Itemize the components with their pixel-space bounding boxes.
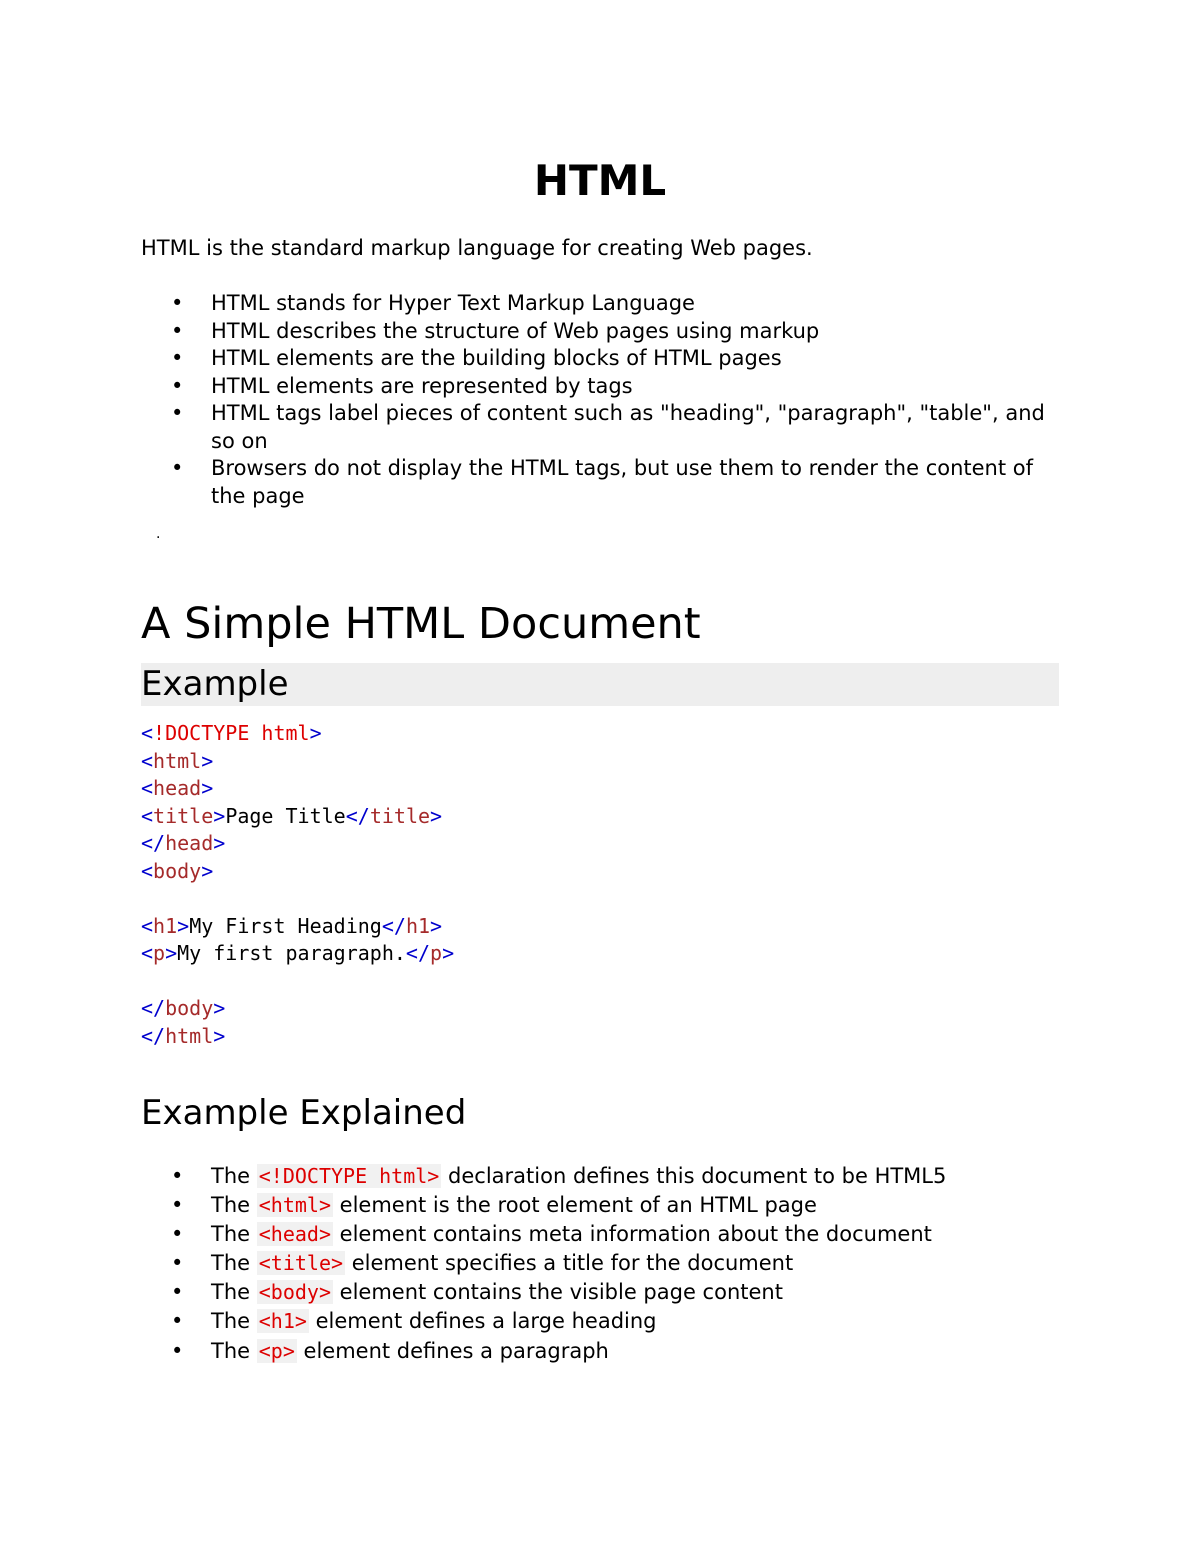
explained-text: element defines a large heading — [308, 1309, 657, 1334]
code-line — [141, 940, 454, 968]
code-token: < — [141, 776, 154, 800]
list-item — [141, 1191, 1071, 1220]
explained-prefix: The — [211, 1251, 257, 1276]
intro-bullet-list — [141, 290, 1071, 510]
explained-prefix: The — [211, 1280, 257, 1305]
code-token: title — [369, 803, 431, 828]
code-example-block — [141, 720, 454, 1050]
code-token: > — [442, 941, 455, 965]
code-token: < — [141, 858, 154, 883]
code-token: > — [309, 721, 322, 745]
inline-code: <body> — [258, 1280, 331, 1305]
code-token: html — [249, 721, 310, 745]
code-token: My first paragraph. — [177, 941, 406, 965]
code-token: < — [141, 748, 154, 773]
list-item: • HTML elements are represented by tags — [141, 373, 1071, 401]
code-token: > — [213, 1023, 226, 1048]
code-token: </ — [405, 941, 431, 965]
inline-code: <h1> — [258, 1309, 307, 1334]
list-item — [141, 1307, 1071, 1336]
code-token: > — [430, 803, 443, 828]
list-item — [141, 1249, 1071, 1278]
code-token: > — [165, 941, 178, 965]
code-token: p — [153, 941, 166, 965]
example-label: Example — [141, 664, 289, 704]
example-header-bar — [141, 663, 1059, 706]
code-token: body — [165, 996, 214, 1020]
code-line — [141, 968, 454, 996]
explained-prefix: The — [211, 1338, 257, 1363]
section-heading: A Simple HTML Document — [141, 599, 701, 649]
code-token: > — [201, 858, 214, 883]
list-item: • HTML describes the structure of Web pages using markup — [141, 318, 1071, 346]
code-token: html — [165, 1023, 214, 1048]
code-token: </ — [141, 996, 166, 1020]
inline-code: <title> — [258, 1251, 344, 1276]
code-token: h1 — [405, 913, 431, 938]
list-item — [141, 1278, 1071, 1307]
code-line — [141, 1023, 454, 1051]
code-line — [141, 830, 454, 858]
code-token: h1 — [153, 913, 178, 938]
code-token: !DOCTYPE — [153, 721, 250, 745]
explained-text: element contains meta information about the document — [332, 1222, 932, 1247]
code-line — [141, 720, 454, 748]
explained-bullet-list — [141, 1162, 1071, 1366]
code-token: head — [153, 776, 202, 800]
inline-code: <html> — [258, 1193, 331, 1218]
code-line — [141, 775, 454, 803]
code-token: < — [141, 721, 154, 745]
code-token: html — [153, 748, 202, 773]
explained-text: element is the root element of an HTML page — [332, 1193, 817, 1218]
list-item: • HTML stands for Hyper Text Markup Language — [141, 290, 1071, 318]
code-token: > — [213, 831, 226, 855]
explained-text: element contains the visible page content — [332, 1280, 783, 1305]
code-token: </ — [141, 1023, 166, 1048]
code-token: > — [430, 913, 443, 938]
intro-paragraph: HTML is the standard markup language for creating Web pages. — [141, 236, 813, 260]
code-token: </ — [141, 831, 166, 855]
code-line — [141, 995, 454, 1023]
code-token: </ — [381, 913, 406, 938]
explained-heading: Example Explained — [141, 1093, 467, 1133]
code-line — [141, 913, 454, 941]
code-token: < — [141, 803, 154, 828]
inline-code: <p> — [258, 1338, 295, 1363]
explained-prefix: The — [211, 1222, 257, 1247]
code-token: title — [153, 803, 214, 828]
explained-text: element specifies a title for the document — [345, 1251, 794, 1276]
code-token: p — [430, 941, 443, 965]
code-token: My First Heading — [189, 913, 382, 938]
list-item: • HTML tags label pieces of content such as "heading", "paragraph", "table", and so on — [141, 400, 1071, 455]
code-token: </ — [345, 803, 370, 828]
inline-code: <!DOCTYPE html> — [258, 1164, 440, 1188]
code-token: > — [213, 803, 226, 828]
inline-code: <head> — [258, 1222, 331, 1247]
code-token: Page Title — [225, 803, 346, 828]
code-token: head — [165, 831, 214, 855]
stray-dot: . — [156, 526, 161, 542]
code-token: > — [201, 748, 214, 773]
code-token: < — [141, 913, 154, 938]
code-token: > — [177, 913, 190, 938]
code-line — [141, 748, 454, 776]
page-title: HTML — [533, 156, 667, 205]
code-line — [141, 885, 454, 913]
list-item: • HTML elements are the building blocks of HTML pages — [141, 345, 1071, 373]
explained-text: element defines a paragraph — [296, 1338, 609, 1363]
explained-prefix: The — [211, 1164, 257, 1188]
explained-prefix: The — [211, 1309, 257, 1334]
list-item: • Browsers do not display the HTML tags, but use them to render the content of the page — [141, 455, 1071, 510]
code-token: < — [141, 941, 154, 965]
code-line — [141, 803, 454, 831]
explained-prefix: The — [211, 1193, 257, 1218]
list-item — [141, 1337, 1071, 1366]
list-item — [141, 1220, 1071, 1249]
explained-text: declaration defines this document to be HTML5 — [441, 1164, 947, 1188]
code-token: > — [201, 776, 214, 800]
code-token: > — [213, 996, 226, 1020]
code-token: body — [153, 858, 202, 883]
code-line — [141, 858, 454, 886]
list-item — [141, 1162, 1071, 1191]
